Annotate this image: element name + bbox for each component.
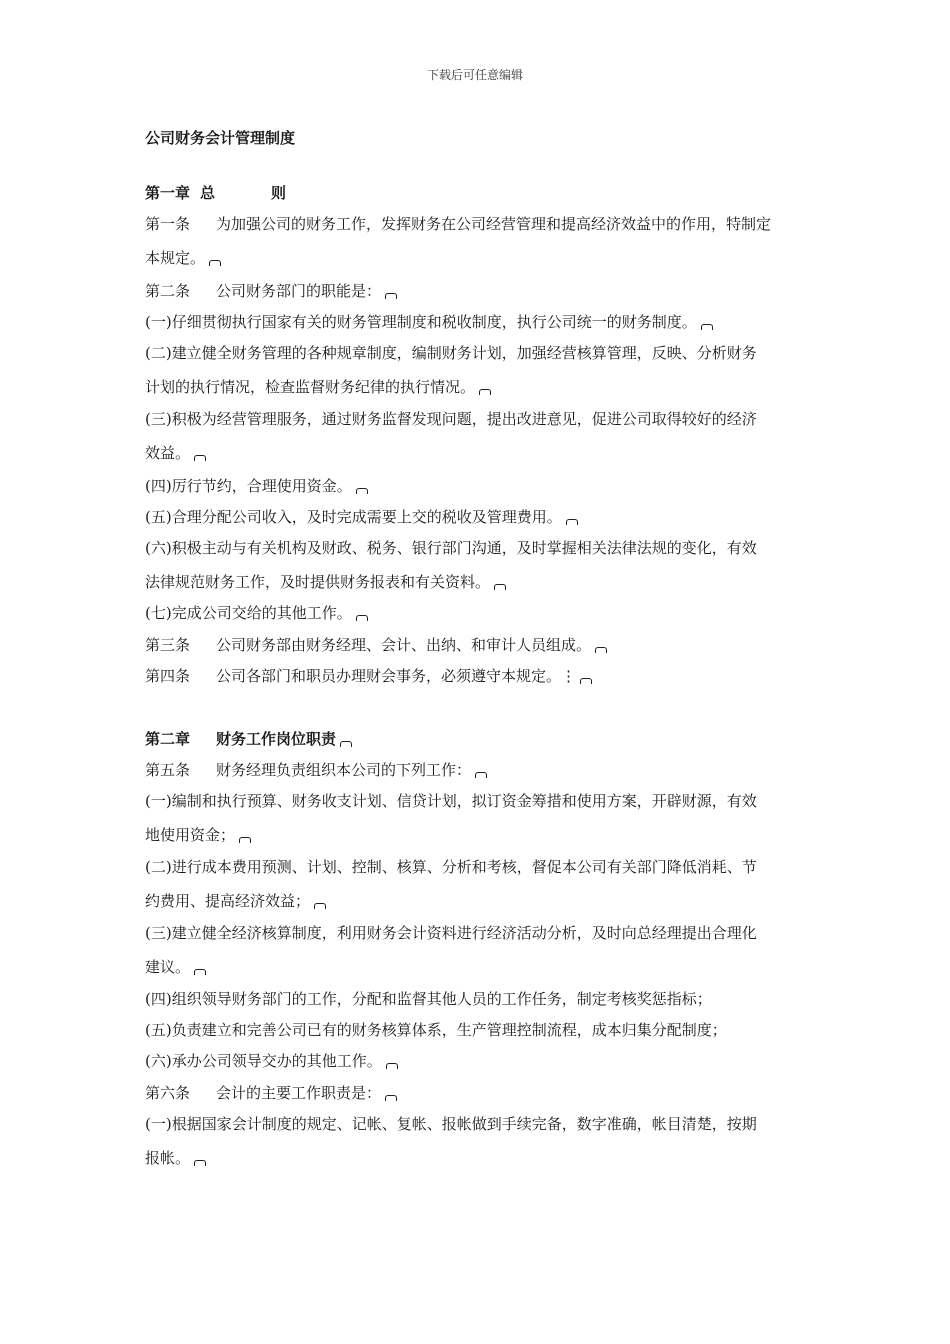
paragraph-text: (一)编制和执行预算、财务收支计划、信贷计划，拟订资金筹措和使用方案，开辟财源，有效 (145, 792, 757, 810)
article-2-item-5 (145, 507, 578, 527)
paragraph-mark-icon (356, 488, 368, 494)
article-number: 第二条 (145, 282, 191, 300)
article-2-item-2-line-2 (145, 377, 491, 397)
paragraph-text: 建议。 (145, 958, 191, 976)
paragraph-mark-icon (194, 969, 206, 975)
paragraph-mark-icon (385, 293, 397, 299)
chapter-1-title-a: 总 (200, 184, 216, 202)
paragraph-text: (六)承办公司领导交办的其他工作。 (145, 1052, 382, 1070)
article-5-item-1-line-2 (145, 825, 251, 845)
paragraph-mark-icon (566, 519, 578, 525)
paragraph-text: 为加强公司的财务工作，发挥财务在公司经营管理和提高经济效益中的作用，特制定 (216, 215, 772, 233)
article-2-item-1 (145, 312, 713, 332)
chapter-1-heading (145, 183, 286, 203)
article-number: 第四条 (145, 667, 191, 685)
paragraph-text: 公司财务部门的职能是： (216, 282, 382, 300)
article-5-item-4 (145, 989, 712, 1009)
paragraph-mark-icon (385, 1095, 397, 1101)
paragraph-text: 财务经理负责组织本公司的下列工作： (216, 761, 472, 779)
paragraph-text: (五)负责建立和完善公司已有的财务核算体系，生产管理控制流程，成本归集分配制度； (145, 1021, 727, 1039)
paragraph-mark-icon (194, 455, 206, 461)
article-number: 第六条 (145, 1084, 191, 1102)
article-6-item-1-line-1 (145, 1114, 757, 1134)
article-4-line (145, 666, 592, 686)
paragraph-text: (二)进行成本费用预测、计划、控制、核算、分析和考核，督促本公司有关部门降低消耗、节 (145, 858, 757, 876)
paragraph-text: 效益。 (145, 444, 191, 462)
paragraph-mark-icon (386, 1063, 398, 1069)
chapter-1-title-b: 则 (271, 184, 287, 202)
paragraph-mark-icon (194, 1160, 206, 1166)
paragraph-text: (二)建立健全财务管理的各种规章制度，编制财务计划，加强经营核算管理，反映、分析财务 (145, 344, 757, 362)
paragraph-mark-icon (209, 260, 221, 266)
article-number: 第五条 (145, 761, 191, 779)
article-2-item-3-line-1 (145, 409, 757, 429)
document-title: 公司财务会计管理制度 (145, 129, 296, 147)
paragraph-mark-icon (239, 837, 251, 843)
paragraph-mark-icon (701, 324, 713, 330)
article-5-line (145, 760, 487, 780)
article-1-line-2 (145, 248, 221, 268)
article-2-item-6-line-2 (145, 572, 506, 592)
paragraph-mark-icon (595, 647, 607, 653)
paragraph-text: (四)组织领导财务部门的工作，分配和监督其他人员的工作任务，制定考核奖惩指标； (145, 990, 712, 1008)
article-6-item-1-line-2 (145, 1148, 206, 1168)
paragraph-mark-icon (356, 615, 368, 621)
article-5-item-2-line-1 (145, 857, 757, 877)
article-6-line (145, 1083, 397, 1103)
paragraph-text: 会计的主要工作职责是： (216, 1084, 382, 1102)
article-3-line (145, 635, 607, 655)
paragraph-mark-icon (494, 584, 506, 590)
paragraph-mark-icon (475, 772, 487, 778)
article-5-item-1-line-1 (145, 791, 757, 811)
paragraph-text: 本规定。 (145, 249, 206, 267)
chapter-2-heading (145, 729, 352, 749)
chapter-1-label: 第一章 (145, 184, 191, 202)
paragraph-text: (五)合理分配公司收入，及时完成需要上交的税收及管理费用。 (145, 508, 562, 526)
paragraph-text: (一)仔细贯彻执行国家有关的财务管理制度和税收制度，执行公司统一的财务制度。 (145, 313, 697, 331)
article-number: 第三条 (145, 636, 191, 654)
article-number: 第一条 (145, 215, 191, 233)
paragraph-mark-icon (340, 741, 352, 747)
paragraph-text: (六)积极主动与有关机构及财政、税务、银行部门沟通，及时掌握相关法律法规的变化，有效 (145, 539, 757, 557)
paragraph-text: 公司财务部由财务经理、会计、出纳、和审计人员组成。 (216, 636, 592, 654)
paragraph-text: 公司各部门和职员办理财会事务，必须遵守本规定。⋮ (216, 667, 577, 685)
paragraph-text: (七)完成公司交给的其他工作。 (145, 604, 352, 622)
article-2-item-3-line-2 (145, 443, 206, 463)
article-2-item-2-line-1 (145, 343, 757, 363)
chapter-2-label: 第二章 (145, 730, 191, 748)
paragraph-text: 约费用、提高经济效益； (145, 892, 311, 910)
article-5-item-2-line-2 (145, 891, 326, 911)
paragraph-text: (四)厉行节约，合理使用资金。 (145, 477, 352, 495)
article-2-item-7 (145, 603, 368, 623)
paragraph-text: 计划的执行情况，检查监督财务纪律的执行情况。 (145, 378, 476, 396)
chapter-2-title: 财务工作岗位职责 (216, 730, 337, 748)
article-5-item-3-line-2 (145, 957, 206, 977)
article-2-line (145, 281, 397, 301)
paragraph-mark-icon (479, 389, 491, 395)
paragraph-text: 报帐。 (145, 1149, 191, 1167)
article-5-item-6 (145, 1051, 398, 1071)
article-2-item-4 (145, 476, 368, 496)
paragraph-mark-icon (580, 678, 592, 684)
paragraph-mark-icon (314, 903, 326, 909)
article-5-item-5 (145, 1020, 727, 1040)
paragraph-text: (一)根据国家会计制度的规定、记帐、复帐、报帐做到手续完备，数字准确，帐目清楚，按期 (145, 1115, 757, 1133)
paragraph-text: (三)积极为经营管理服务，通过财务监督发现问题，提出改进意见，促进公司取得较好的经济 (145, 410, 757, 428)
paragraph-text: 法律规范财务工作，及时提供财务报表和有关资料。 (145, 573, 491, 591)
article-1-line-1 (145, 214, 771, 234)
paragraph-text: 地使用资金； (145, 826, 236, 844)
article-5-item-3-line-1 (145, 923, 757, 943)
article-2-item-6-line-1 (145, 538, 757, 558)
running-header: 下载后可任意编辑 (426, 68, 523, 82)
paragraph-text: (三)建立健全经济核算制度，利用财务会计资料进行经济活动分析，及时向总经理提出合理化 (145, 924, 757, 942)
